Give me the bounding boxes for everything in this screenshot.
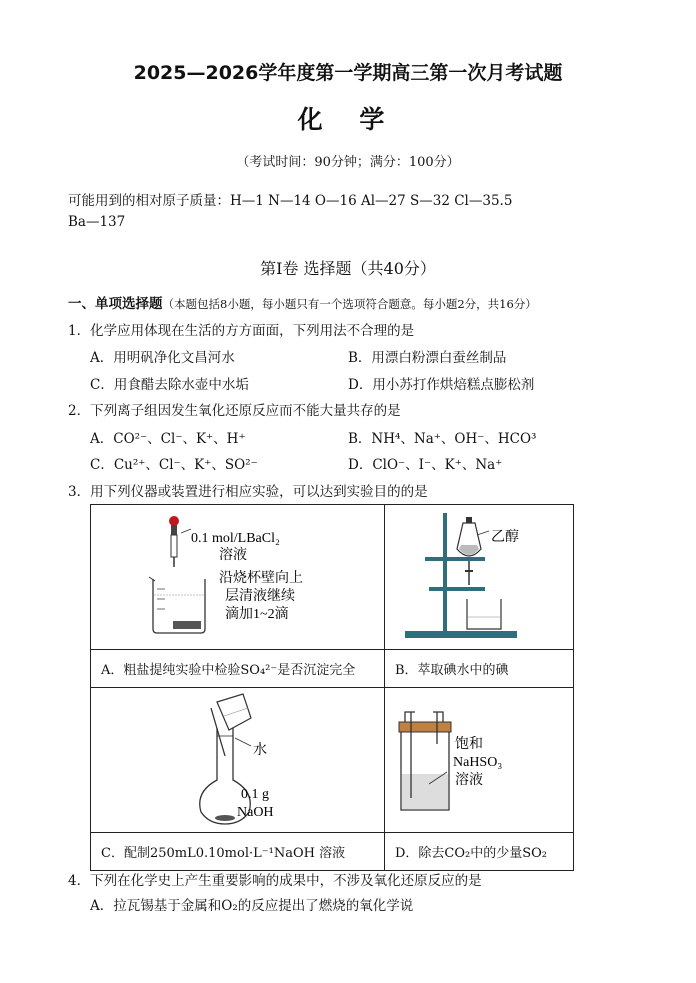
separatory-funnel-diagram — [385, 505, 573, 645]
q3-table — [90, 504, 574, 871]
part-header — [68, 292, 537, 312]
exam-info: （考试时间：90分钟；满分：100分） — [236, 155, 460, 170]
q2-option-a: A．CO²⁻、Cl⁻、K⁺、H⁺ — [90, 431, 246, 447]
label-instruction-3: 滴加1~2滴 — [225, 607, 289, 622]
label-naoh: NaOH — [237, 805, 274, 820]
q2-stem: 2．下列离子组因发生氧化还原反应而不能大量共存的是 — [68, 403, 401, 419]
q1-option-d: D．用小苏打作烘焙糕点膨松剂 — [348, 377, 535, 393]
label-instruction-2: 层清液继续 — [225, 589, 295, 604]
part-note: （本题包括8小题，每小题只有一个选项符合题意。每小题2分，共16分） — [162, 297, 537, 311]
q3-cell-d-image — [385, 688, 574, 833]
q4-option-a: A．拉瓦锡基于金属和O₂的反应提出了燃烧的氧化学说 — [90, 898, 414, 914]
q1-option-c: C．用食醋去除水壶中水垢 — [90, 377, 249, 393]
q3-caption-a: A．粗盐提纯实验中检验SO₄²⁻是否沉淀完全 — [91, 650, 385, 688]
label-saturated: 饱和 — [455, 737, 483, 752]
label-solution: 溶液 — [219, 548, 247, 563]
label-bacl2: 0.1 mol/LBaCl₂ — [191, 531, 280, 546]
atomic-masses-line2: Ba—137 — [68, 214, 126, 230]
q3-cell-c-image — [91, 688, 385, 833]
gas-washing-bottle-diagram — [385, 688, 573, 828]
q4-stem: 4．下列在化学史上产生重要影响的成果中，不涉及氧化还原反应的是 — [68, 873, 482, 889]
q3-caption-c: C．配制250mL0.10mol·L⁻¹NaOH 溶液 — [91, 833, 385, 871]
label-water: 水 — [253, 743, 267, 758]
label-mass: 0.1 g — [241, 787, 269, 802]
q1-option-b: B．用漂白粉漂白蚕丝制品 — [348, 350, 507, 366]
q3-cell-b-image — [385, 505, 574, 650]
q3-caption-b: B．萃取碘水中的碘 — [385, 650, 574, 688]
atomic-masses-line1: 可能用到的相对原子质量：H—1 N—14 O—16 Al—27 S—32 Cl—35.5 — [68, 193, 513, 209]
q3-cell-a-image — [91, 505, 385, 650]
volumetric-flask-diagram — [91, 688, 384, 828]
q2-option-c: C．Cu²⁺、Cl⁻、K⁺、SO²⁻ — [90, 457, 258, 473]
q3-caption-d: D．除去CO₂中的少量SO₂ — [385, 833, 574, 871]
subject-title: 化 学 — [297, 105, 399, 134]
label-instruction-1: 沿烧杯壁向上 — [219, 571, 303, 586]
q1-stem: 1．化学应用体现在生活的方方面面，下列用法不合理的是 — [68, 323, 415, 339]
section-title: 第Ⅰ卷 选择题（共40分） — [260, 259, 436, 278]
q2-option-d: D．ClO⁻、I⁻、K⁺、Na⁺ — [348, 457, 503, 473]
q3-stem: 3．用下列仪器或装置进行相应实验，可以达到实验目的的是 — [68, 484, 428, 500]
part-label: 一、单项选择题 — [68, 296, 163, 312]
label-ethanol: 乙醇 — [491, 530, 519, 545]
label-nahso3: NaHSO₃ — [453, 755, 503, 770]
exam-title: 2025—2026学年度第一学期高三第一次月考试题 — [133, 62, 563, 84]
q2-option-b: B．NH⁴、Na⁺、OH⁻、HCO³ — [348, 431, 537, 447]
dropper-beaker-diagram — [91, 505, 384, 645]
q1-option-a: A．用明矾净化文昌河水 — [90, 350, 235, 366]
label-solution-d: 溶液 — [455, 773, 483, 788]
